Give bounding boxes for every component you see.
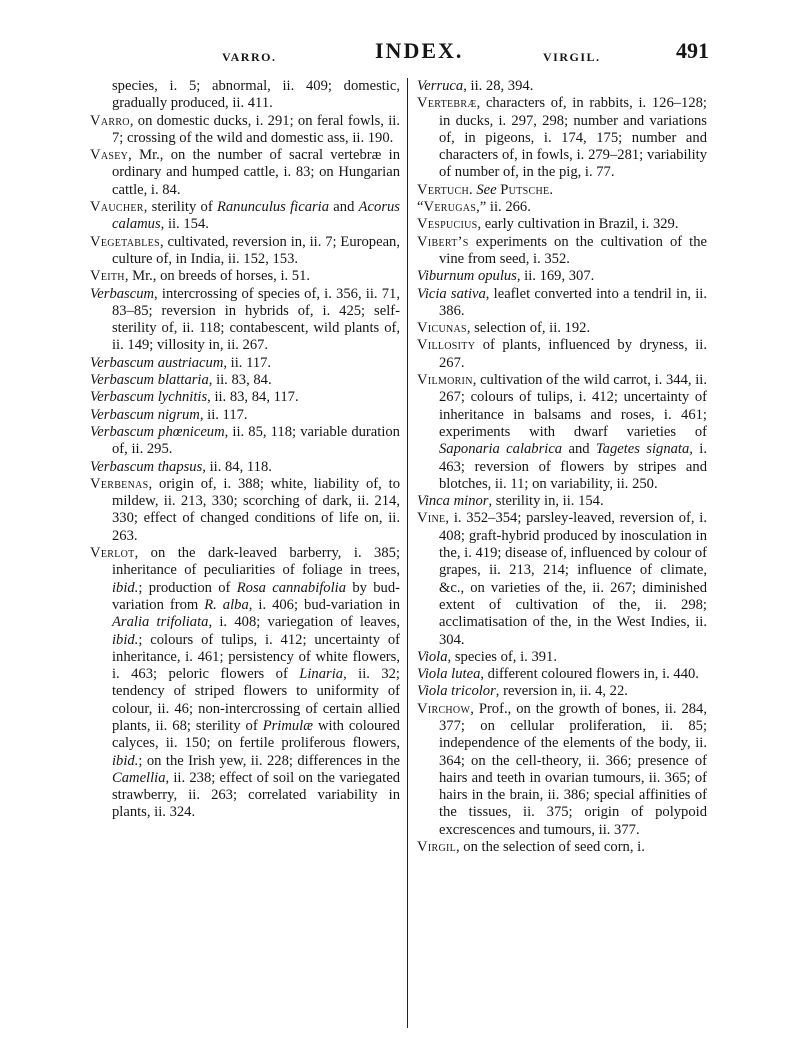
index-columns — [90, 78, 736, 1028]
index-entry: Vine, i. 352–354; parsley-leaved, reversion of, i. 408; graft-hybrid produced by inosculation in the, i. 419; disease of, influenced by colour of grapes, ii. 213, 214; influence of climate, &c., on varieties of the, ii. 267; diminished extent of cultivation of the, ii. 298; acclimatisation of the, in the West Indies, ii. 304. — [417, 510, 707, 648]
index-entry: Verbenas, origin of, i. 388; white, liability of, to mildew, ii. 213, 330; scorching of dark, ii. 214, 330; effect of changed conditions of life on, ii. 263. — [90, 475, 400, 544]
running-head-left: VARRO. — [222, 50, 277, 64]
index-entry: Viburnum opulus, ii. 169, 307. — [417, 268, 595, 285]
index-entry: Viola lutea, different coloured flowers in, i. 440. — [417, 666, 699, 683]
index-entry: Vinca minor, sterility in, ii. 154. — [417, 493, 604, 510]
index-entry: Verbascum blattaria, ii. 83, 84. — [90, 372, 272, 389]
index-entry: Vespucius, early cultivation in Brazil, i. 329. — [417, 216, 679, 233]
page-number: 491 — [676, 38, 709, 63]
index-entry: Vaucher, sterility of Ranunculus ficaria and Acorus calamus, ii. 154. — [90, 199, 400, 233]
index-entry: Verbascum lychnitis, ii. 83, 84, 117. — [90, 389, 299, 406]
index-entry: species, i. 5; abnormal, ii. 409; domestic, gradually produced, ii. 411. — [112, 78, 400, 112]
index-entry: Vilmorin, cultivation of the wild carrot, i. 344, ii. 267; colours of tulips, i. 412; uncertainty of inheritance in balsams and roses, i. 461; experiments with dwarf varieties of Saponaria calabrica and Tagetes signata, i. 463; reversion of flowers by stripes and blotches, ii. 11; on variability, ii. 250. — [417, 372, 707, 492]
index-entry: Verbascum, intercrossing of species of, i. 356, ii. 71, 83–85; reversion in hybrids of, i. 425; self-sterility of, ii. 118; contabescent, wild plants of, ii. 149; villosity in, ii. 267. — [90, 285, 400, 354]
index-entry: Vasey, Mr., on the number of sacral vertebræ in ordinary and humped cattle, i. 83; on Hungarian cattle, i. 84. — [90, 147, 400, 198]
index-entry: Viola tricolor, reversion in, ii. 4, 22. — [417, 683, 628, 700]
index-entry: Verbascum phœniceum, ii. 85, 118; variable duration of, ii. 295. — [90, 423, 400, 458]
index-entry: Villosity of plants, influenced by dryness, ii. 267. — [417, 337, 707, 371]
index-column-left — [90, 78, 407, 1028]
index-entry: Verlot, on the dark-leaved barberry, i. 385; inheritance of peculiarities of foliage in trees, ibid.; production of Rosa cannabifolia by bud-variation from R. alba, i. 406; bud-variation in Aralia trifoliata, i. 408; variegation of leaves, ibid.; colours of tulips, i. 412; uncertainty of inheritance, i. 461; persistency of white flowers, i. 463; peloric flowers of Linaria, ii. 32; tendency of striped flowers to uniformity of colour, ii. 46; non-intercrossing of certain allied plants, ii. 68; sterility of Primulæ with coloured calyces, ii. 150; on fertile proliferous flowers, ibid.; on the Irish yew, ii. 228; differences in the Camellia, ii. 238; effect of soil on the variegated strawberry, ii. 263; correlated variability in plants, ii. 324. — [90, 545, 401, 821]
index-entry: Varro, on domestic ducks, i. 291; on feral fowls, ii. 7; crossing of the wild and domestic ass, ii. 190. — [90, 112, 400, 146]
index-entry: Verbascum austriacum, ii. 117. — [90, 354, 272, 371]
index-entry: Virchow, Prof., on the growth of bones, ii. 284, 377; on cellular proliferation, ii. 85; independence of the elements of the body, ii. 364; on the cell-theory, ii. 366; presence of hairs and teeth in ovarian tumours, ii. 365; of hairs in the brain, ii. 386; special affinities of the tissues, ii. 375; origin of polypoid excrescences and tumours, ii. 377. — [417, 700, 707, 838]
running-header — [90, 34, 736, 74]
index-column-right — [408, 78, 707, 1028]
index-entry: Vegetables, cultivated, reversion in, ii. 7; European, culture of, in India, ii. 152, 153. — [90, 233, 400, 267]
index-entry: Vertuch. See Putsche. — [417, 181, 554, 198]
index-entry: Viola, species of, i. 391. — [417, 648, 557, 665]
index-entry: Verruca, ii. 28, 394. — [417, 78, 534, 94]
index-entry: Vibert’s experiments on the cultivation of the vine from seed, i. 352. — [417, 233, 707, 267]
running-head-right: VIRGIL. — [543, 50, 601, 64]
index-entry: Virgil, on the selection of seed corn, i. — [417, 839, 645, 856]
page-title: INDEX. — [375, 38, 464, 63]
index-entry: Veith, Mr., on breeds of horses, i. 51. — [90, 268, 311, 285]
index-entry: Verbascum thapsus, ii. 84, 118. — [90, 458, 272, 475]
index-entry: Vicunas, selection of, ii. 192. — [417, 320, 591, 337]
index-entry: Verbascum nigrum, ii. 117. — [90, 406, 248, 423]
index-entry: Vertebræ, characters of, in rabbits, i. 126–128; in ducks, i. 297, 298; number and variations of, in pigeons, i. 174, 175; number and characters of, in fowls, i. 279–281; variability of number of, in the pig, i. 77. — [417, 95, 707, 181]
index-entry: “Verugas,” ii. 266. — [417, 199, 531, 216]
index-entry: Vicia sativa, leaflet converted into a tendril in, ii. 386. — [417, 285, 707, 319]
